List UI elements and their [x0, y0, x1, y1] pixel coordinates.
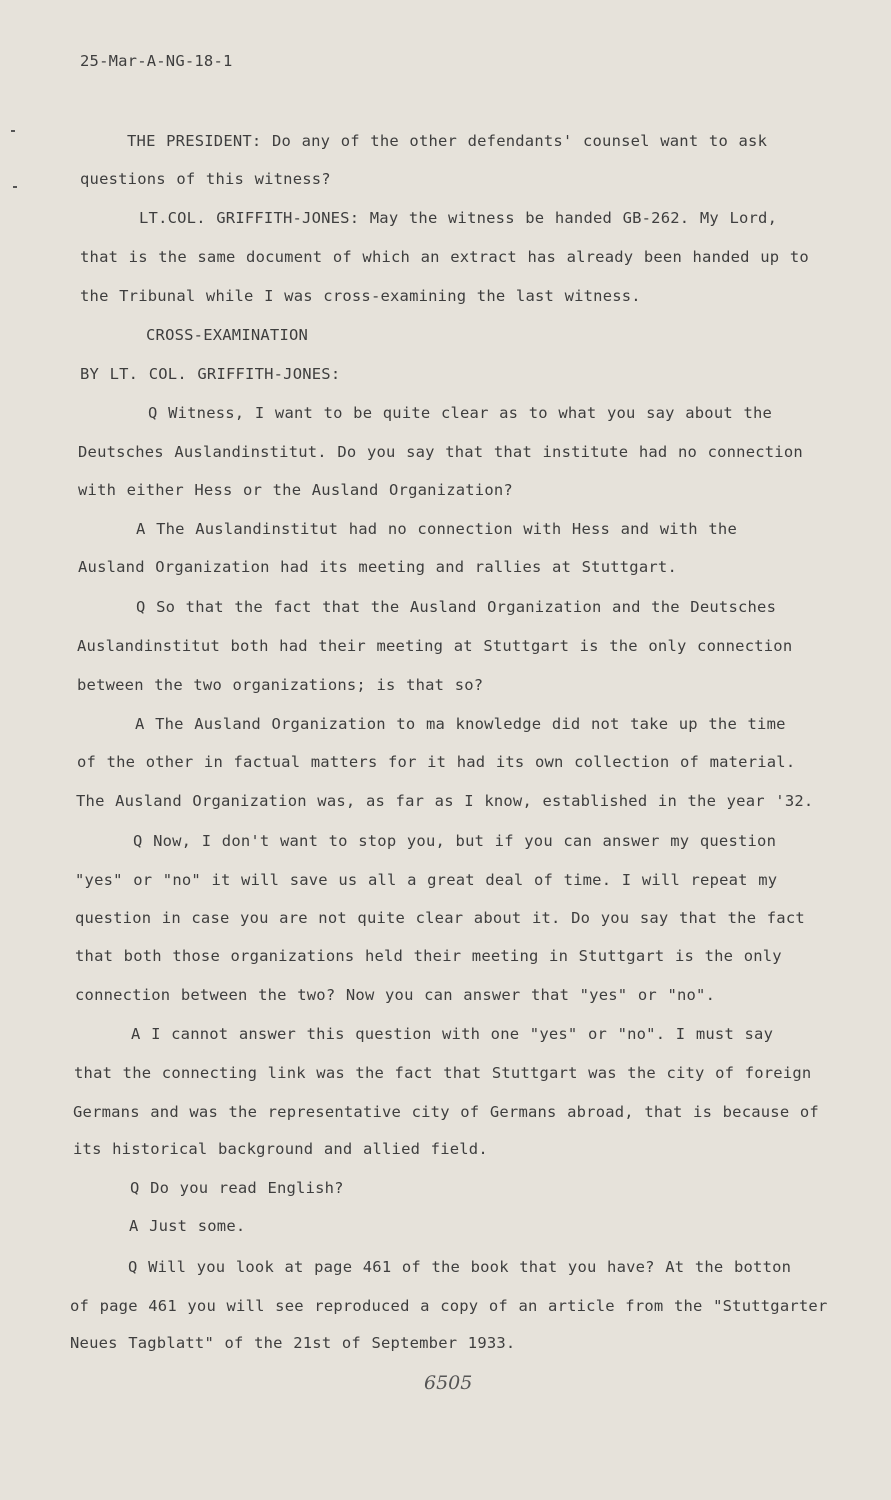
transcript-line: A The Auslandinstitut had no connection with Hess and with the [136, 520, 737, 538]
transcript-line: with either Hess or the Ausland Organization? [78, 481, 513, 499]
examiner-heading: BY LT. COL. GRIFFITH-JONES: [80, 365, 341, 383]
transcript-line: THE PRESIDENT: Do any of the other defendants' counsel want to ask [127, 132, 768, 150]
transcript-line: connection between the two? Now you can answer that "yes" or "no". [75, 986, 716, 1004]
transcript-line: that both those organizations held their meeting in Stuttgart is the only [75, 947, 782, 965]
transcript-line: of page 461 you will see reproduced a copy of an article from the "Stuttgarter [70, 1297, 828, 1315]
transcript-line: Auslandinstitut both had their meeting at Stuttgart is the only connection [77, 637, 793, 655]
transcript-line: Q Witness, I want to be quite clear as to what you say about the [148, 404, 773, 422]
transcript-line: questions of this witness? [80, 170, 331, 188]
transcript-line: Ausland Organization had its meeting and rallies at Stuttgart. [78, 558, 677, 576]
transcript-line: LT.COL. GRIFFITH-JONES: May the witness be handed GB-262. My Lord, [139, 209, 778, 227]
transcript-line: Deutsches Auslandinstitut. Do you say that that institute had no connection [78, 443, 803, 461]
transcript-line: that is the same document of which an extract has already been handed up to [80, 248, 809, 266]
transcript-line: Neues Tagblatt" of the 21st of September 1933. [70, 1334, 516, 1352]
transcript-line: Q Do you read English? [130, 1179, 344, 1197]
transcript-line: A I cannot answer this question with one "yes" or "no". I must say [131, 1025, 774, 1043]
transcript-line: between the two organizations; is that so? [77, 676, 484, 694]
transcript-line: that the connecting link was the fact that Stuttgart was the city of foreign [74, 1064, 812, 1082]
transcript-line: Q Will you look at page 461 of the book that you have? At the botton [128, 1258, 792, 1276]
margin-tick [13, 186, 17, 188]
transcript-line: the Tribunal while I was cross-examining the last witness. [80, 287, 641, 305]
transcript-line: its historical background and allied field. [73, 1140, 488, 1158]
transcript-line: Germans and was the representative city of Germans abroad, that is because of [73, 1103, 819, 1121]
transcript-line: A The Ausland Organization to ma knowledge did not take up the time [135, 715, 786, 733]
transcript-line: "yes" or "no" it will save us all a great deal of time. I will repeat my [75, 871, 778, 889]
transcript-line: Q So that the fact that the Ausland Organization and the Deutsches [136, 598, 777, 616]
transcript-line: of the other in factual matters for it had its own collection of material. [77, 753, 796, 771]
transcript-line: A Just some. [129, 1217, 246, 1235]
margin-tick [11, 130, 15, 132]
transcript-line: question in case you are not quite clear about it. Do you say that the fact [75, 909, 805, 927]
handwritten-page-number: 6505 [424, 1372, 473, 1394]
section-heading: CROSS-EXAMINATION [146, 326, 309, 344]
document-reference: 25-Mar-A-NG-18-1 [80, 52, 233, 70]
transcript-line: Q Now, I don't want to stop you, but if you can answer my question [133, 832, 777, 850]
transcript-line: The Ausland Organization was, as far as I know, established in the year '32. [76, 792, 814, 810]
